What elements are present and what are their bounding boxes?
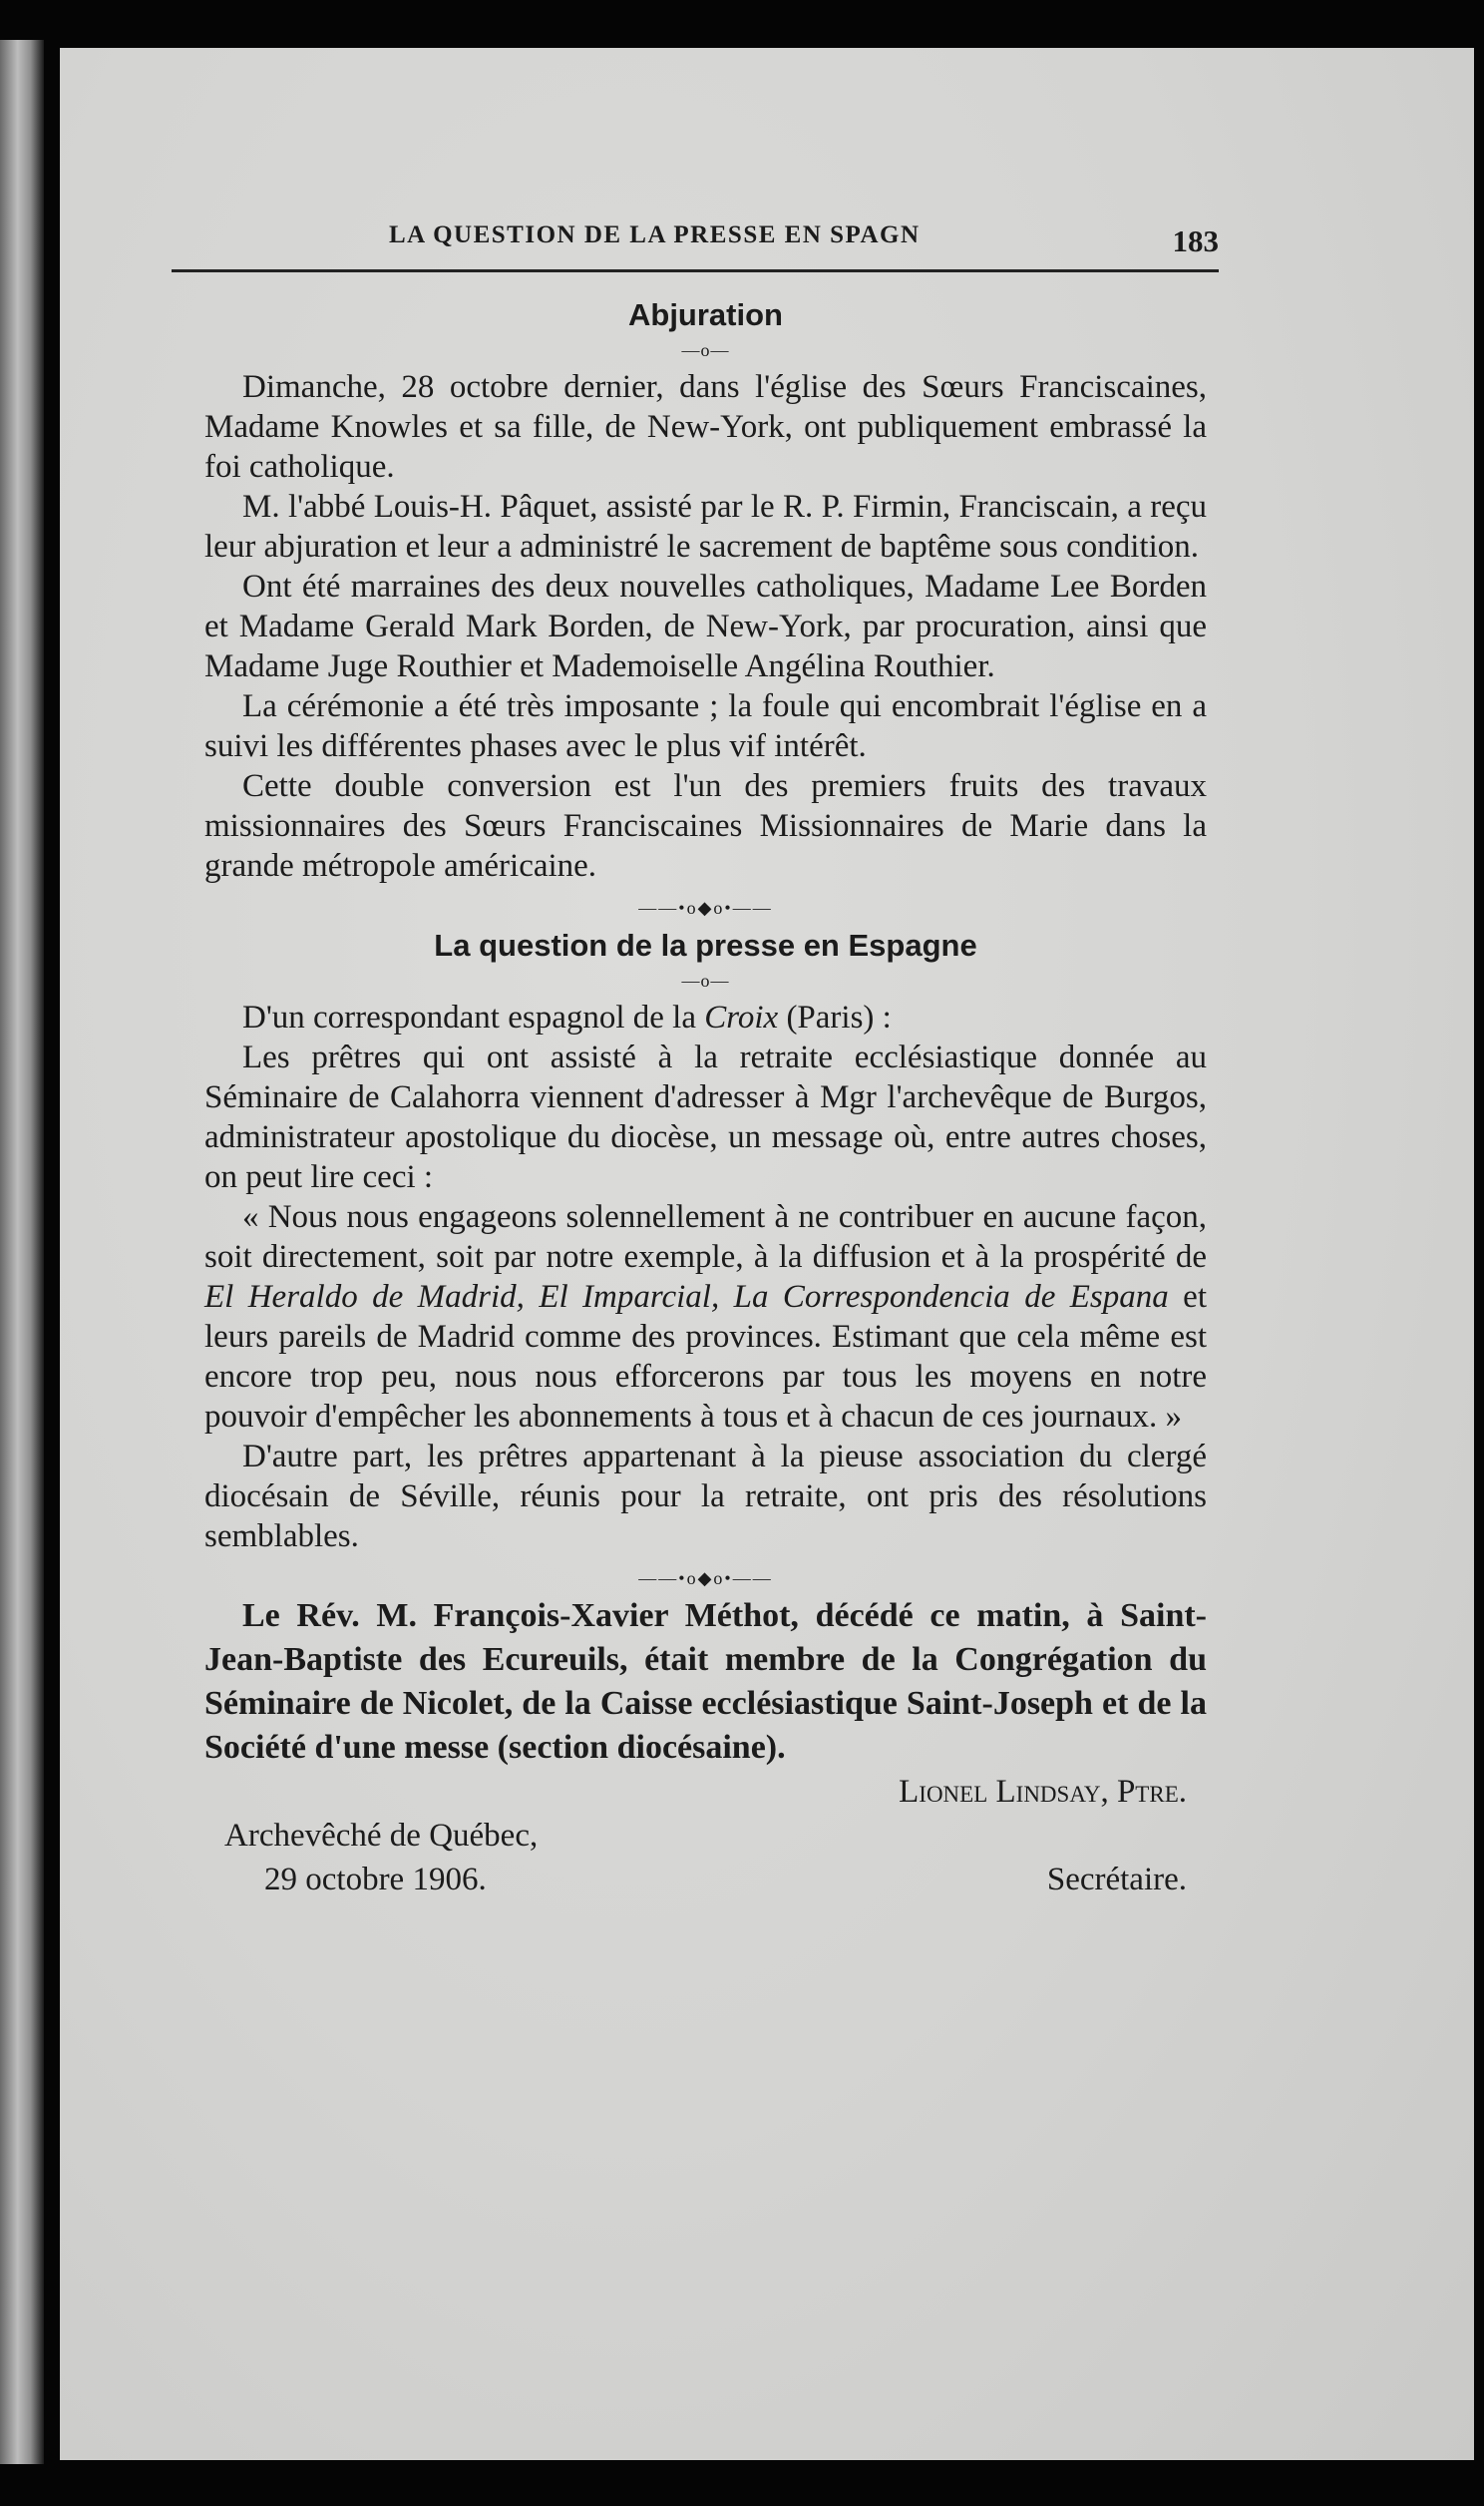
- signature-row: [204, 1858, 1207, 1901]
- intro-paragraph: D'un correspondant espagnol de la Croix (Paris) :: [242, 1000, 892, 1036]
- signature-name: Lionel Lindsay, Ptre.: [899, 1774, 1187, 1810]
- page-number: 183: [1172, 223, 1219, 258]
- title-separator: —o—: [681, 340, 730, 360]
- section-title-abjuration: Abjuration: [628, 297, 783, 332]
- paragraph: Les prêtres qui ont assisté à la retraite ecclésiastique donnée au Séminaire de Calahorra viennent d'adresser à Mgr l'archevêque de Burgos, administrateur apostolique du diocèse, un message où, entre autres choses, on peut lire ceci :: [204, 1040, 1207, 1195]
- adjacent-page-edge: [0, 40, 44, 2464]
- paragraph: Ont été marraines des deux nouvelles catholiques, Madame Lee Borden et Madame Gerald Mark Borden, de New-York, par procuration, ainsi que Madame Juge Routhier et Mademoiselle Angélina Routhier.: [204, 569, 1207, 684]
- signature-role: Secrétaire.: [1046, 1862, 1187, 1897]
- paragraph: Cette double conversion est l'un des premiers fruits des travaux missionnaires des Sœurs Franciscaines Missionnaires de Marie dans la grande métropole américaine.: [204, 768, 1207, 884]
- running-head: LA QUESTION DE LA PRESSE EN SPAGN: [389, 221, 921, 248]
- place: Archevêché de Québec,: [224, 1818, 539, 1854]
- title-separator: —o—: [681, 971, 730, 991]
- paragraph: D'autre part, les prêtres appartenant à la pieuse association du clergé diocésain de Séville, réunis pour la retraite, ont pris des résolutions semblables.: [204, 1439, 1207, 1554]
- ornament-separator: ——•o◆o•——: [638, 1568, 773, 1588]
- death-notice: Le Rév. M. François-Xavier Méthot, décédé ce matin, à Saint-Jean-Baptiste des Ecureuils, était membre de la Congrégation du Séminaire de Nicolet, de la Caisse ecclésiastique Saint-Joseph et de la Société d'une messe (section diocésaine).: [204, 1597, 1207, 1766]
- section-title-presse: La question de la presse en Espagne: [434, 928, 977, 963]
- signature-row: [204, 1814, 1207, 1858]
- paragraph: Dimanche, 28 octobre dernier, dans l'église des Sœurs Franciscaines, Madame Knowles et sa fille, de New-York, ont publiquement embrassé la foi catholique.: [204, 369, 1207, 485]
- date: 29 octobre 1906.: [264, 1862, 487, 1897]
- ornament-separator: ——•o◆o•——: [638, 898, 773, 918]
- paragraph: M. l'abbé Louis-H. Pâquet, assisté par le R. P. Firmin, Franciscain, a reçu leur abjuration et leur a administré le sacrement de baptême sous condition.: [204, 489, 1207, 565]
- signature-row: [204, 1770, 1207, 1814]
- paragraph: La cérémonie a été très imposante ; la foule qui encombrait l'église en a suivi les différentes phases avec le plus vif intérêt.: [204, 688, 1207, 764]
- page-content: [204, 289, 1207, 1901]
- page-header: [172, 209, 1219, 272]
- newspaper-name: Croix: [704, 1000, 779, 1036]
- quote-paragraph: « Nous nous engageons solennellement à ne contribuer en aucune façon, soit directement, soit par notre exemple, à la diffusion et à la prospérité de El Heraldo de Madrid, El Imparcial, La Correspondencia de Espana et leurs pareils de Madrid comme des provinces. Estimant que cela même est encore trop peu, nous nous efforcerons par tous les moyens en notre pouvoir d'empêcher les abonnements à tous et à chacun de ces journaux. »: [204, 1199, 1207, 1435]
- newspaper-names: El Heraldo de Madrid, El Imparcial, La Correspondencia de Espana: [204, 1279, 1169, 1315]
